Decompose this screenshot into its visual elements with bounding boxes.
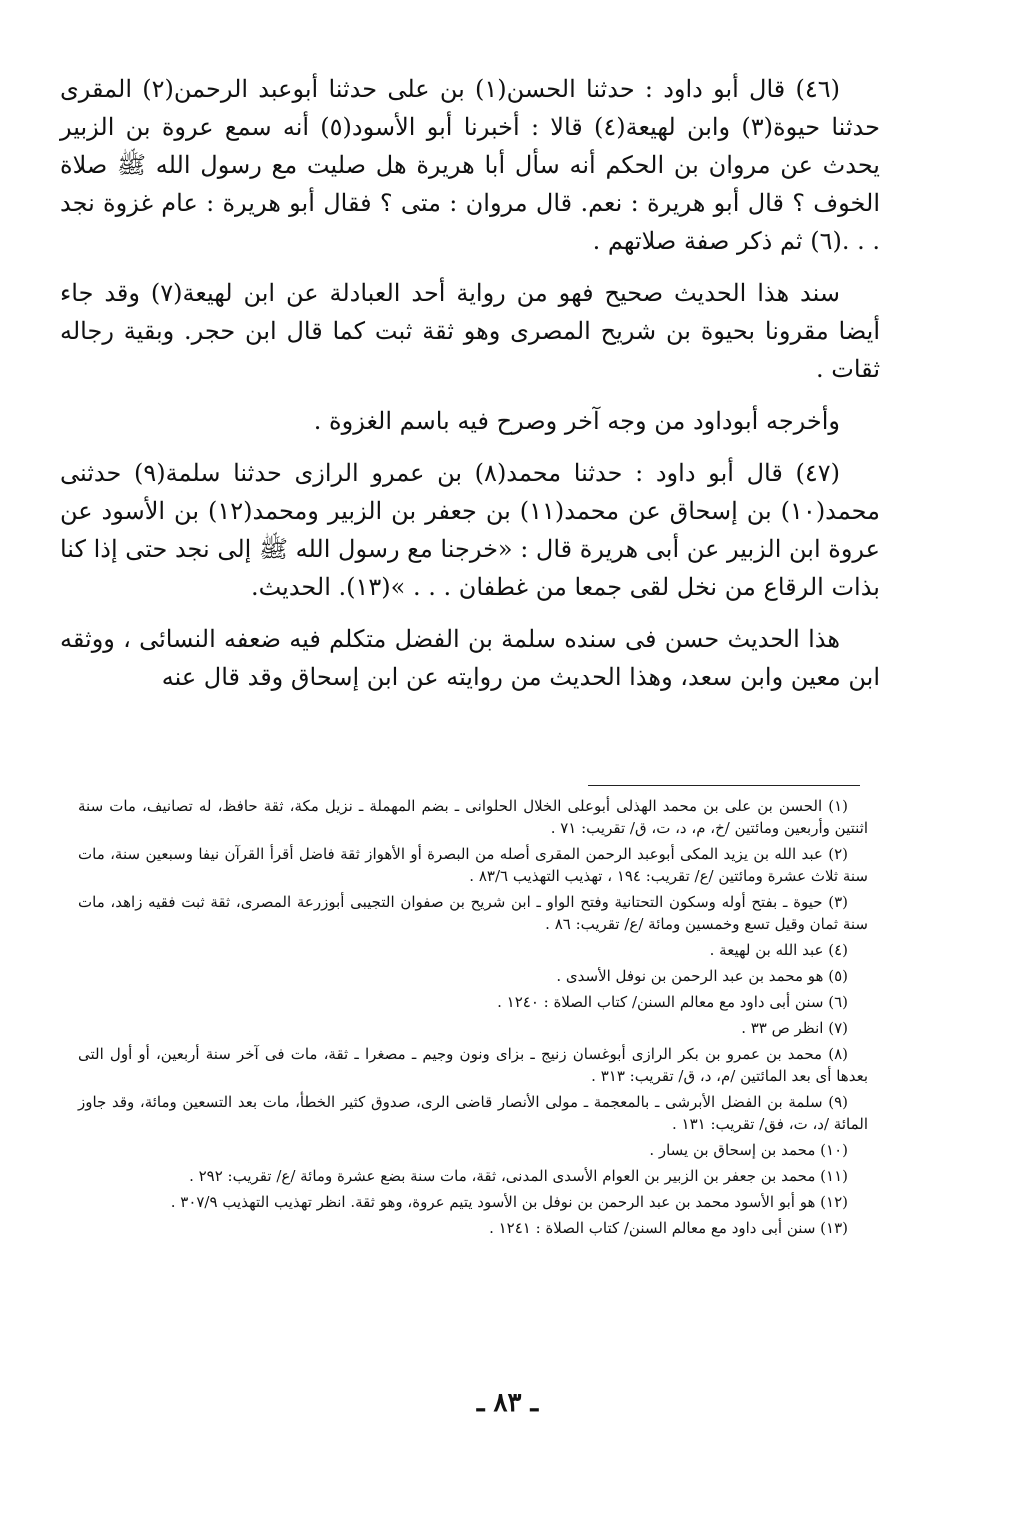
page-number: ـ ٨٣ ـ	[476, 1388, 539, 1418]
commentary-paragraph-3: هذا الحديث حسن فى سنده سلمة بن الفضل متكلم فيه ضعفه النسائى ، ووثقه ابن معين وابن سعد، وهذا الحديث من روايته عن ابن إسحاق وقد قال عنه	[60, 625, 880, 691]
hadith-46-paragraph: (٤٦) قال أبو داود : حدثنا الحسن(١) بن على حدثنا أبوعبد الرحمن(٢) المقرى حدثنا حيوة(٣) وابن لهيعة(٤) قالا : أخبرنا أبو الأسود(٥) أنه سمع عروة بن الزبير يحدث عن مروان بن الحكم أنه سأل أبا هريرة هل صليت مع رسول الله ﷺ صلاة الخوف ؟ قال أبو هريرة : نعم. قال مروان : متى ؟ فقال أبو هريرة : عام غزوة نجد . . .(٦) ثم ذكر صفة صلاتهم .	[60, 75, 880, 255]
footnote-3: (٣) حيوة ـ بفتح أوله وسكون التحتانية وفتح الواو ـ ابن شريح بن صفوان التجيبى أبوزرعة المصرى، ثقة ثبت فقيه زاهد، مات سنة ثمان وقيل تسع وخمسين ومائة /ع/ تقريب: ٨٦ .	[78, 893, 868, 933]
footnote-8: (٨) محمد بن عمرو بن بكر الرازى أبوغسان زنيج ـ بزاى ونون وجيم ـ مصغرا ـ ثقة، مات فى آخر سنة أربعين، أو أول التى بعدها أى بعد المائتين /م، د، ق/ تقريب: ٣١٣ .	[78, 1045, 868, 1085]
footnote-13: (١٣) سنن أبى داود مع معالم السنن/ كتاب الصلاة : ١٢٤١ .	[489, 1219, 848, 1237]
footnote-7: (٧) انظر ص ٣٣ .	[741, 1019, 848, 1037]
footnote-5: (٥) هو محمد بن عبد الرحمن بن نوفل الأسدى .	[556, 967, 848, 985]
footnote-2: (٢) عبد الله بن يزيد المكى أبوعبد الرحمن المقرى أصله من البصرة أو الأهواز ثقة فاضل أقرأ القرآن نيفا وسبعين سنة، مات سنة ثلاث عشرة ومائتين /ع/ تقريب: ١٩٤ ، تهذيب التهذيب ٨٣/٦ .	[78, 845, 868, 885]
footnote-4: (٤) عبد الله بن لهيعة .	[709, 941, 848, 959]
footnote-12: (١٢) هو أبو الأسود محمد بن عبد الرحمن بن نوفل بن الأسود يتيم عروة، وهو ثقة. انظر تهذيب التهذيب ٣٠٧/٩ .	[170, 1193, 848, 1211]
main-text	[60, 70, 880, 710]
hadith-47-paragraph: (٤٧) قال أبو داود : حدثنا محمد(٨) بن عمرو الرازى حدثنا سلمة(٩) حدثنى محمد(١٠) بن إسحاق عن محمد(١١) بن جعفر بن الزبير ومحمد(١٢) بن الأسود عن عروة ابن الزبير عن أبى هريرة قال : «خرجنا مع رسول الله ﷺ إلى نجد حتى إذا كنا بذات الرقاع من نخل لقى جمعا من غطفان . . . »(١٣). الحديث.	[59, 459, 880, 601]
commentary-paragraph-2: وأخرجه أبوداود من وجه آخر وصرح فيه باسم الغزوة .	[313, 407, 840, 435]
footnote-1: (١) الحسن بن على بن محمد الهذلى أبوعلى الخلال الحلوانى ـ بضم المهملة ـ نزيل مكة، ثقة حافظ، له تصانيف، مات سنة اثنتين وأربعين ومائتين /خ، م، د، ت، ق/ تقريب: ٧١ .	[78, 797, 868, 837]
footnote-11: (١١) محمد بن جعفر بن الزبير بن العوام الأسدى المدنى، ثقة، مات سنة بضع عشرة ومائة /ع/ تقريب: ٢٩٢ .	[189, 1167, 848, 1185]
footnote-9: (٩) سلمة بن الفضل الأبرشى ـ بالمعجمة ـ مولى الأنصار قاضى الرى، صدوق كثير الخطأ، مات بعد التسعين ومائة، وقد جاوز المائة /د، ت، فق/ تقريب: ١٣١ .	[78, 1093, 868, 1133]
commentary-paragraph-1: سند هذا الحديث صحيح فهو من رواية أحد العبادلة عن ابن لهيعة(٧) وقد جاء أيضا مقرونا بحيوة بن شريح المصرى وهو ثقة ثبت كما قال ابن حجر. وبقية رجاله ثقات .	[60, 279, 880, 383]
footnote-6: (٦) سنن أبى داود مع معالم السنن/ كتاب الصلاة : ١٢٤٠ .	[497, 993, 848, 1011]
footnotes	[78, 795, 868, 1243]
footnote-10: (١٠) محمد بن إسحاق بن يسار .	[649, 1141, 848, 1159]
footnote-separator	[588, 785, 860, 786]
